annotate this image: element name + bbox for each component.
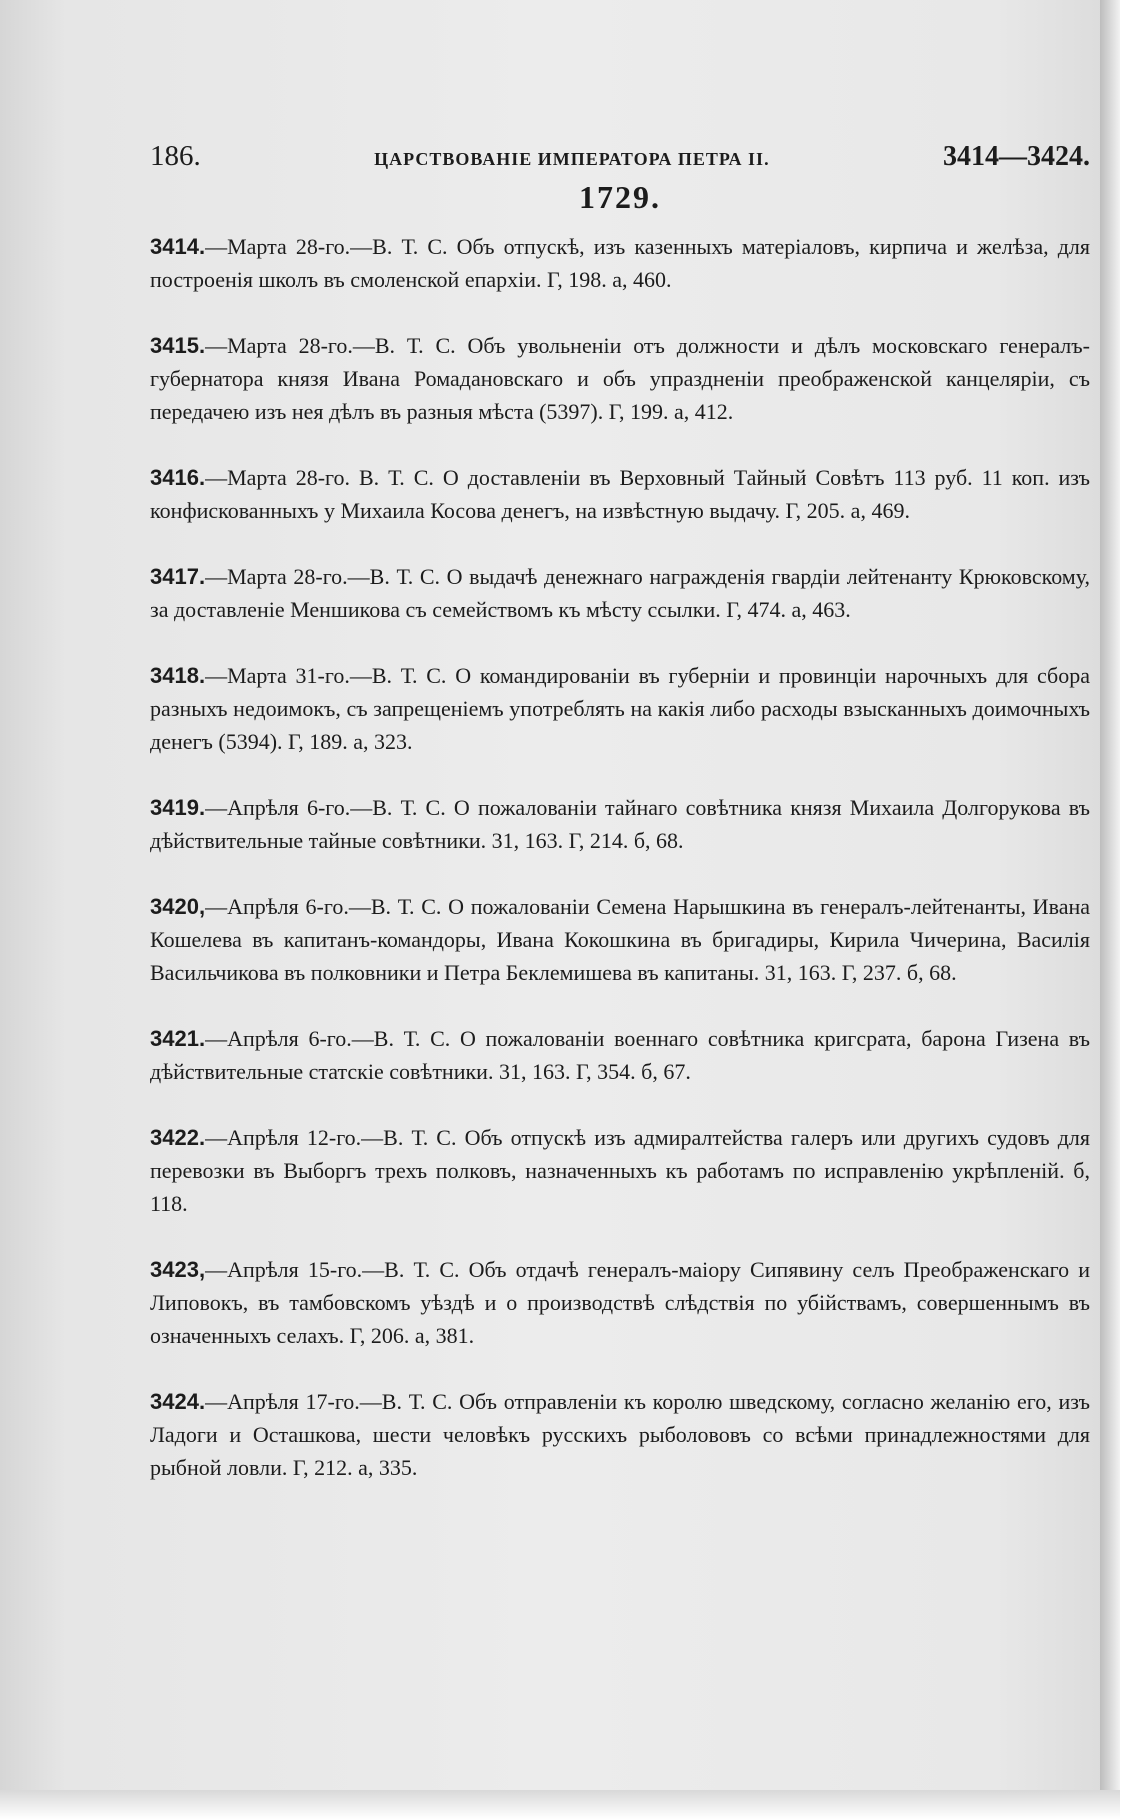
entry-text: —Апрѣля 15-го.—В. Т. С. Объ отдачѣ генералъ-маіору Сипявину селъ Преображенскаго и Липовокъ, въ тамбовскомъ уѣздѣ и о производствѣ слѣдствія по убійствамъ, совершеннымъ въ означенныхъ селахъ. Г, 206. а, 381. bbox=[150, 1257, 1090, 1348]
entry-text: —Марта 31-го.—В. Т. С. О командированіи въ губерніи и провинціи нарочныхъ для сбора разныхъ недоимокъ, съ запрещеніемъ употреблять на какія либо расходы взысканныхъ доимочныхъ денегъ (5394). Г, 189. а, 323. bbox=[150, 663, 1090, 754]
entry-number: 3418. bbox=[150, 663, 206, 688]
entry-3414 bbox=[150, 230, 1090, 296]
entry-3415 bbox=[150, 329, 1090, 428]
entry-3417 bbox=[150, 560, 1090, 626]
entry-text: —Апрѣля 17-го.—В. Т. С. Объ отправленіи къ королю шведскому, согласно желанію его, изъ Ладоги и Осташкова, шести человѣкъ русскихъ рыболововъ со всѣми принадлежностями для рыбной ловли. Г, 212. а, 335. bbox=[150, 1389, 1090, 1480]
entry-number: 3421. bbox=[150, 1026, 206, 1051]
entry-3418 bbox=[150, 659, 1090, 758]
entry-3416 bbox=[150, 461, 1090, 527]
entry-3421 bbox=[150, 1022, 1090, 1088]
entry-number: 3415. bbox=[150, 333, 206, 358]
entry-number: 3417. bbox=[150, 564, 206, 589]
entry-number: 3420, bbox=[150, 894, 206, 919]
entry-number: 3416. bbox=[150, 465, 206, 490]
entry-number: 3414. bbox=[150, 234, 206, 259]
document-page bbox=[150, 140, 1090, 1517]
entry-3422 bbox=[150, 1121, 1090, 1220]
entry-text: —Апрѣля 6-го.—В. Т. С. О пожалованіи Семена Нарышкина въ генералъ-лейтенанты, Ивана Кошелева въ капитанъ-командоры, Ивана Кокошкина въ бригадиры, Кирила Чичерина, Василія Васильчикова въ полковники и Петра Беклемишева въ капитаны. 31, 163. Г, 237. б, 68. bbox=[150, 894, 1090, 985]
entry-text: —Апрѣля 12-го.—В. Т. С. Объ отпускѣ изъ адмиралтейства галеръ или другихъ судовъ для перевозки въ Выборгъ трехъ полковъ, назначенныхъ къ работамъ по исправленію укрѣпленій. б, 118. bbox=[150, 1125, 1090, 1216]
entry-text: —Марта 28-го.—В. Т. С. О выдачѣ денежнаго награжденія гвардіи лейтенанту Крюковскому, за доставленіе Меншикова съ семействомъ къ мѣсту ссылки. Г, 474. а, 463. bbox=[150, 564, 1090, 622]
year-heading: 1729. bbox=[579, 179, 661, 215]
page-header bbox=[150, 140, 1090, 173]
entry-range: 3414—3424. bbox=[942, 141, 1090, 172]
page-edge-shadow bbox=[1100, 0, 1120, 1800]
entry-number: 3422. bbox=[150, 1125, 206, 1150]
entry-number: 3419. bbox=[150, 795, 206, 820]
entry-text: —Марта 28-го.—В. Т. С. Объ увольненіи отъ должности и дѣлъ московскаго генералъ-губернатора князя Ивана Ромадановскаго и объ упраздненіи преображенской канцеляріи, съ передачею изъ нея дѣлъ въ разныя мѣста (5397). Г, 199. а, 412. bbox=[150, 333, 1090, 424]
page-number: 186. bbox=[150, 140, 201, 172]
running-title: ЦАРСТВОВАНІЕ ИМПЕРАТОРА ПЕТРА II. bbox=[374, 149, 770, 169]
entry-3420 bbox=[150, 890, 1090, 989]
entry-3424 bbox=[150, 1385, 1090, 1484]
entry-3419 bbox=[150, 791, 1090, 857]
entry-text: —Марта 28-го.—В. Т. С. Объ отпускѣ, изъ казенныхъ матеріаловъ, кирпича и желѣза, для построенія школъ въ смоленской епархіи. Г, 198. а, 460. bbox=[150, 234, 1090, 292]
entry-number: 3423, bbox=[150, 1257, 206, 1282]
page-bottom-edge bbox=[0, 1790, 1120, 1819]
entry-text: —Апрѣля 6-го.—В. Т. С. О пожалованіи военнаго совѣтника кригсрата, барона Гизена въ дѣйствительные статскіе совѣтники. 31, 163. Г, 354. б, 67. bbox=[150, 1026, 1090, 1084]
entry-text: —Марта 28-го. В. Т. С. О доставленіи въ Верховный Тайный Совѣтъ 113 руб. 11 коп. изъ конфискованныхъ у Михаила Косова денегъ, на извѣстную выдачу. Г, 205. а, 469. bbox=[150, 465, 1090, 523]
entry-3423 bbox=[150, 1253, 1090, 1352]
entry-text: —Апрѣля 6-го.—В. Т. С. О пожалованіи тайнаго совѣтника князя Михаила Долгорукова въ дѣйствительные тайные совѣтники. 31, 163. Г, 214. б, 68. bbox=[150, 795, 1090, 853]
entry-number: 3424. bbox=[150, 1389, 206, 1414]
